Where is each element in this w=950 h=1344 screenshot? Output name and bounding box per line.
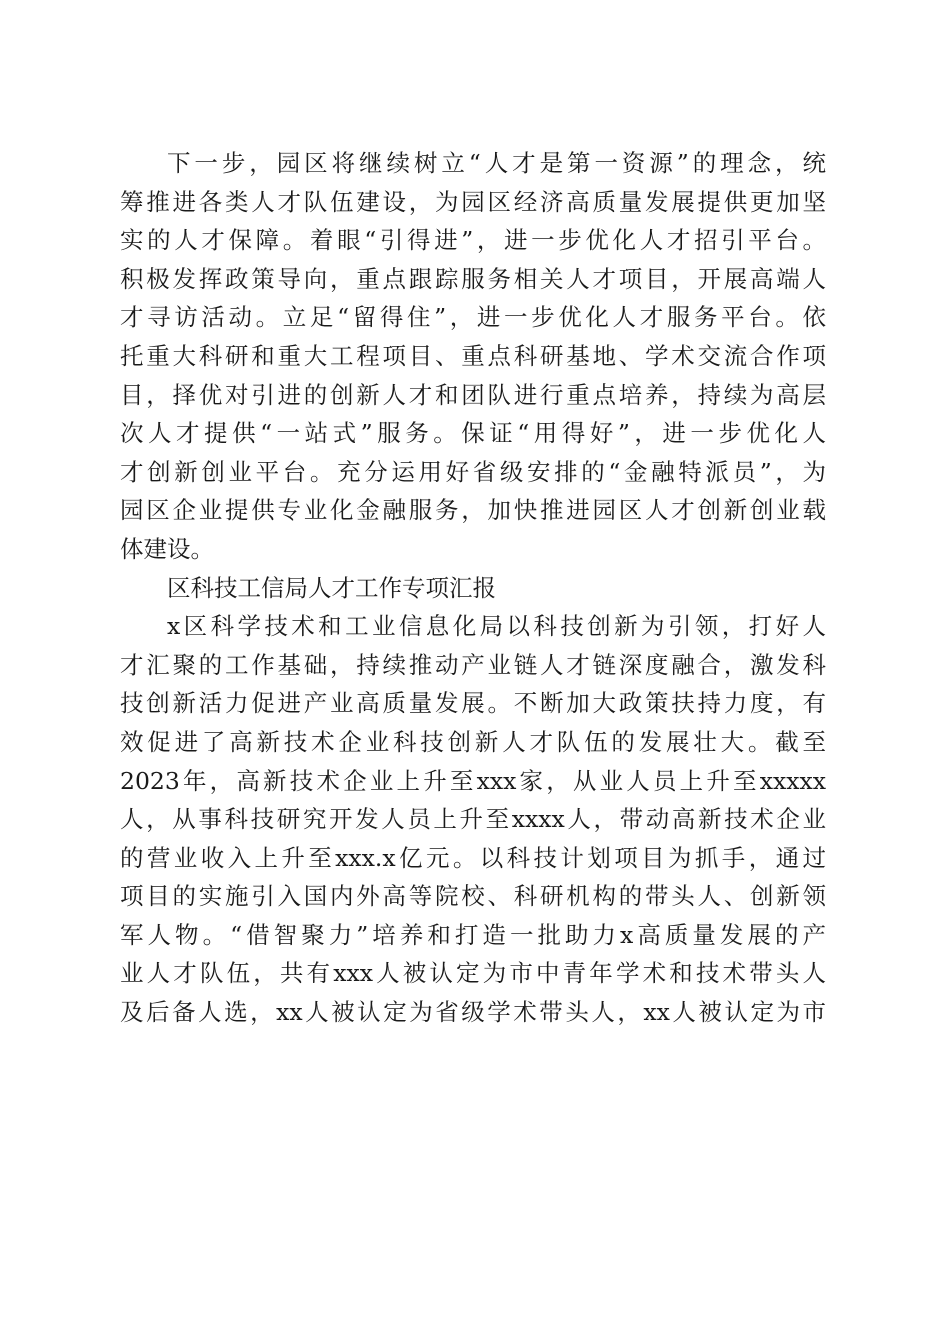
paragraph-2-line: 业人才队伍，共有xxx人被认定为市中青年学术和技术带头人: [120, 959, 826, 988]
paragraph-1-line: 次人才提供“一站式”服务。保证“用得好”，进一步优化人: [120, 419, 826, 448]
paragraph-2-line: 2023年，高新技术企业上升至xxx家，从业人员上升至xxxxx: [120, 766, 826, 795]
document-body: [120, 144, 826, 1032]
paragraph-1-line: 目，择优对引进的创新人才和团队进行重点培养，持续为高层: [120, 380, 826, 409]
section-heading: 区科技工信局人才工作专项汇报: [167, 573, 496, 602]
paragraph-2-line: 及后备人选，xx人被认定为省级学术带头人，xx人被认定为市: [120, 998, 826, 1027]
paragraph-1-line: 才创新创业平台。充分运用好省级安排的“金融特派员”，为: [120, 457, 826, 486]
paragraph-2-line: 项目的实施引入国内外高等院校、科研机构的带头人、创新领: [120, 882, 826, 911]
paragraph-2-line: x区科学技术和工业信息化局以科技创新为引领，打好人: [167, 612, 826, 641]
paragraph-2-line: 军人物。“借智聚力”培养和打造一批助力x高质量发展的产: [120, 920, 826, 949]
paragraph-1-line: 园区企业提供专业化金融服务，加快推进园区人才创新创业载: [120, 496, 826, 525]
paragraph-2-line: 效促进了高新技术企业科技创新人才队伍的发展壮大。截至: [120, 727, 826, 756]
paragraph-2-line: 技创新活力促进产业高质量发展。不断加大政策扶持力度，有: [120, 689, 826, 718]
paragraph-1-line: 筹推进各类人才队伍建设，为园区经济高质量发展提供更加坚: [120, 187, 826, 216]
paragraph-1-line: 托重大科研和重大工程项目、重点科研基地、学术交流合作项: [120, 341, 826, 370]
paragraph-1-line: 才寻访活动。立足“留得住”，进一步优化人才服务平台。依: [120, 303, 826, 332]
paragraph-2-line: 才汇聚的工作基础，持续推动产业链人才链深度融合，激发科: [120, 650, 826, 679]
paragraph-1-line: 下一步，园区将继续树立“人才是第一资源”的理念，统: [167, 149, 826, 177]
paragraph-2-line: 的营业收入上升至xxx.x亿元。以科技计划项目为抓手，通过: [120, 843, 826, 872]
paragraph-1-line: 积极发挥政策导向，重点跟踪服务相关人才项目，开展高端人: [120, 264, 826, 293]
paragraph-2-line: 人，从事科技研究开发人员上升至xxxx人，带动高新技术企业: [120, 805, 826, 834]
paragraph-1-line: 体建设。: [120, 534, 214, 563]
paragraph-1-line: 实的人才保障。着眼“引得进”，进一步优化人才招引平台。: [120, 226, 826, 255]
